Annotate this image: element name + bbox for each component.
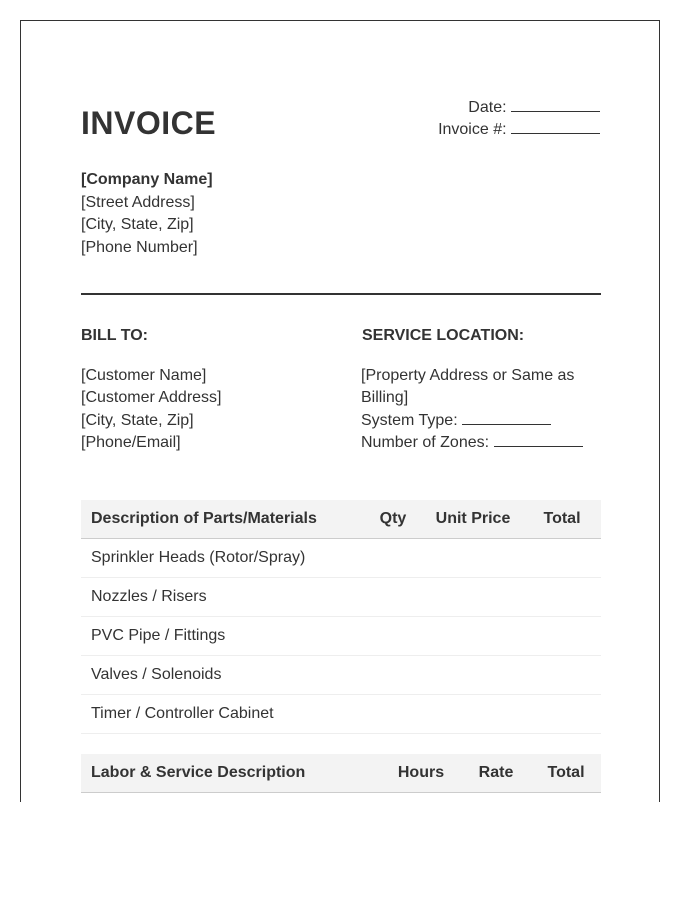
labor-table xyxy=(81,754,601,793)
parts-total-header: Total xyxy=(523,500,601,539)
company-street: [Street Address] xyxy=(81,193,195,211)
part-unit-price-cell[interactable] xyxy=(423,656,523,695)
property-address-line-2: Billing] xyxy=(361,389,409,407)
parts-table-header xyxy=(81,500,601,539)
table-row xyxy=(81,695,601,734)
invoice-page xyxy=(20,20,660,802)
parts-unit-price-header: Unit Price xyxy=(423,500,523,539)
table-row xyxy=(81,656,601,695)
table-row xyxy=(81,578,601,617)
part-total-cell[interactable] xyxy=(523,656,601,695)
invoice-number-label: Invoice #: xyxy=(438,121,507,138)
table-row xyxy=(81,617,601,656)
parts-description-header: Description of Parts/Materials xyxy=(81,500,363,539)
system-type-label: System Type: xyxy=(361,411,458,429)
part-description: Sprinkler Heads (Rotor/Spray) xyxy=(81,539,363,578)
customer-city-state-zip: [City, State, Zip] xyxy=(81,411,194,429)
part-qty-cell[interactable] xyxy=(363,656,423,695)
part-qty-cell[interactable] xyxy=(363,578,423,617)
part-qty-cell[interactable] xyxy=(363,695,423,734)
invoice-meta xyxy=(438,97,600,141)
customer-address: [Customer Address] xyxy=(81,389,222,407)
parts-table xyxy=(81,500,601,734)
system-type-blank-line[interactable] xyxy=(462,410,551,425)
part-total-cell[interactable] xyxy=(523,578,601,617)
part-qty-cell[interactable] xyxy=(363,539,423,578)
zones-blank-line[interactable] xyxy=(494,432,583,447)
property-address-line-1: [Property Address or Same as xyxy=(361,367,575,384)
customer-phone-email: [Phone/Email] xyxy=(81,433,181,451)
part-description: PVC Pipe / Fittings xyxy=(81,617,363,656)
date-label: Date: xyxy=(468,99,507,116)
service-location-heading: SERVICE LOCATION: xyxy=(362,327,525,344)
bill-to-heading: BILL TO: xyxy=(81,327,148,344)
zones-field xyxy=(361,432,601,454)
part-total-cell[interactable] xyxy=(523,539,601,578)
part-qty-cell[interactable] xyxy=(363,617,423,656)
part-description: Valves / Solenoids xyxy=(81,656,363,695)
labor-hours-header: Hours xyxy=(381,754,461,793)
labor-rate-header: Rate xyxy=(461,754,531,793)
part-total-cell[interactable] xyxy=(523,695,601,734)
parts-qty-header: Qty xyxy=(363,500,423,539)
date-field xyxy=(438,97,600,119)
service-location-block xyxy=(361,365,601,454)
part-unit-price-cell[interactable] xyxy=(423,539,523,578)
company-city-state-zip: [City, State, Zip] xyxy=(81,216,194,233)
company-phone: [Phone Number] xyxy=(81,238,198,256)
company-block xyxy=(81,169,213,259)
part-unit-price-cell[interactable] xyxy=(423,617,523,656)
system-type-field xyxy=(361,410,601,432)
part-total-cell[interactable] xyxy=(523,617,601,656)
zones-label: Number of Zones: xyxy=(361,433,490,451)
labor-description-header: Labor & Service Description xyxy=(81,754,381,793)
invoice-number-blank-line[interactable] xyxy=(511,119,600,134)
part-unit-price-cell[interactable] xyxy=(423,578,523,617)
header-divider xyxy=(81,293,601,295)
part-unit-price-cell[interactable] xyxy=(423,695,523,734)
invoice-title: INVOICE xyxy=(81,105,217,141)
company-name: [Company Name] xyxy=(81,171,213,188)
labor-total-header: Total xyxy=(531,754,601,793)
labor-table-header xyxy=(81,754,601,793)
customer-name: [Customer Name] xyxy=(81,367,207,384)
invoice-number-field xyxy=(438,119,600,141)
part-description: Nozzles / Risers xyxy=(81,578,363,617)
table-row xyxy=(81,539,601,578)
date-blank-line[interactable] xyxy=(511,97,600,112)
part-description: Timer / Controller Cabinet xyxy=(81,695,363,734)
bill-to-block xyxy=(81,365,222,454)
